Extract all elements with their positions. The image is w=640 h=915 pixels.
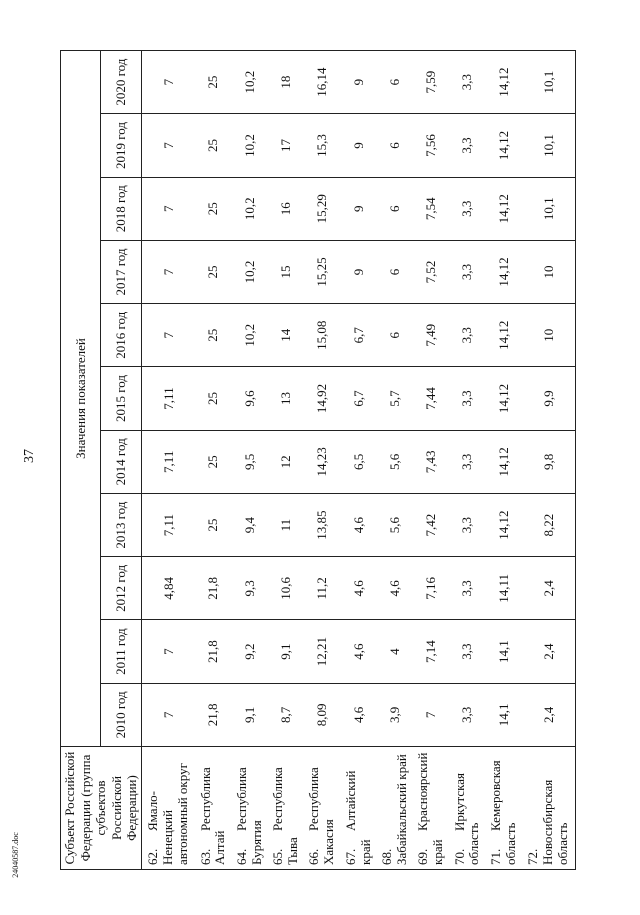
value-cell: 12,21 bbox=[304, 620, 340, 683]
value-cell: 14,1 bbox=[486, 683, 522, 746]
value-cell: 7 bbox=[413, 683, 449, 746]
value-cell: 9,1 bbox=[268, 620, 304, 683]
value-cell: 14,92 bbox=[304, 367, 340, 430]
value-cell: 25 bbox=[195, 493, 231, 556]
value-cell: 7,52 bbox=[413, 240, 449, 303]
region-cell bbox=[195, 747, 231, 870]
row-number: 63. bbox=[197, 848, 213, 865]
table-header bbox=[61, 51, 142, 870]
row-number: 69. bbox=[415, 848, 431, 865]
value-cell: 10,6 bbox=[268, 557, 304, 620]
row-number: 66. bbox=[306, 848, 322, 865]
table-row bbox=[449, 51, 485, 870]
value-cell: 9,2 bbox=[232, 620, 268, 683]
value-cell: 7,11 bbox=[141, 430, 195, 493]
value-cell: 14,23 bbox=[304, 430, 340, 493]
value-cell: 7,16 bbox=[413, 557, 449, 620]
value-cell: 3,3 bbox=[449, 51, 485, 114]
value-cell: 10,1 bbox=[522, 51, 576, 114]
value-cell: 3,3 bbox=[449, 557, 485, 620]
value-cell: 7,59 bbox=[413, 51, 449, 114]
value-cell: 7 bbox=[141, 51, 195, 114]
value-cell: 2,4 bbox=[522, 557, 576, 620]
value-cell: 4,84 bbox=[141, 557, 195, 620]
value-cell: 4,6 bbox=[377, 557, 413, 620]
region-name: Республика Бурятия bbox=[233, 767, 264, 865]
value-cell: 8,22 bbox=[522, 493, 576, 556]
region-name: Забайкальский край bbox=[393, 754, 409, 865]
value-cell: 3,3 bbox=[449, 114, 485, 177]
region-name: Республика Хакасия bbox=[306, 767, 337, 865]
table-row bbox=[232, 51, 268, 870]
year-header: 2010 год bbox=[101, 683, 141, 746]
value-cell: 14,12 bbox=[486, 493, 522, 556]
value-cell: 7 bbox=[141, 620, 195, 683]
region-name: Республика Тыва bbox=[270, 767, 301, 865]
value-cell: 8,7 bbox=[268, 683, 304, 746]
value-cell: 4,6 bbox=[340, 557, 376, 620]
value-cell: 7,11 bbox=[141, 367, 195, 430]
value-cell: 10 bbox=[522, 304, 576, 367]
region-name: Иркутская область bbox=[451, 773, 482, 865]
value-cell: 25 bbox=[195, 430, 231, 493]
region-name: Республика Алтай bbox=[197, 767, 228, 865]
value-cell: 16,14 bbox=[304, 51, 340, 114]
value-cell: 7,54 bbox=[413, 177, 449, 240]
value-cell: 9 bbox=[340, 240, 376, 303]
value-cell: 6,5 bbox=[340, 430, 376, 493]
value-cell: 8,09 bbox=[304, 683, 340, 746]
value-cell: 16 bbox=[268, 177, 304, 240]
value-cell: 7,42 bbox=[413, 493, 449, 556]
table-body bbox=[141, 51, 575, 870]
value-cell: 4,6 bbox=[340, 493, 376, 556]
value-cell: 25 bbox=[195, 240, 231, 303]
year-header: 2017 год bbox=[101, 240, 141, 303]
value-cell: 3,3 bbox=[449, 683, 485, 746]
page-number: 37 bbox=[22, 449, 37, 463]
value-cell: 7 bbox=[141, 240, 195, 303]
value-cell: 17 bbox=[268, 114, 304, 177]
value-cell: 14,12 bbox=[486, 114, 522, 177]
table-row bbox=[268, 51, 304, 870]
value-cell: 7 bbox=[141, 304, 195, 367]
region-cell bbox=[522, 747, 576, 870]
indicators-table bbox=[60, 50, 576, 870]
value-cell: 10 bbox=[522, 240, 576, 303]
header-row-top bbox=[61, 51, 101, 870]
value-cell: 7,49 bbox=[413, 304, 449, 367]
value-cell: 7,44 bbox=[413, 367, 449, 430]
year-header: 2013 год bbox=[101, 493, 141, 556]
value-cell: 15,08 bbox=[304, 304, 340, 367]
row-number: 65. bbox=[270, 848, 286, 865]
table-row bbox=[141, 51, 195, 870]
table-row bbox=[522, 51, 576, 870]
value-cell: 25 bbox=[195, 177, 231, 240]
value-cell: 9,1 bbox=[232, 683, 268, 746]
value-cell: 6 bbox=[377, 114, 413, 177]
value-cell: 25 bbox=[195, 51, 231, 114]
region-cell bbox=[268, 747, 304, 870]
value-cell: 10,1 bbox=[522, 177, 576, 240]
row-number: 70. bbox=[451, 848, 467, 865]
value-cell: 10,2 bbox=[232, 114, 268, 177]
value-cell: 7,56 bbox=[413, 114, 449, 177]
value-cell: 4 bbox=[377, 620, 413, 683]
value-cell: 5,7 bbox=[377, 367, 413, 430]
year-header: 2018 год bbox=[101, 177, 141, 240]
value-cell: 14,1 bbox=[486, 620, 522, 683]
value-cell: 10,2 bbox=[232, 240, 268, 303]
table-row bbox=[304, 51, 340, 870]
value-cell: 14,12 bbox=[486, 304, 522, 367]
region-name: Новосибирская область bbox=[540, 779, 571, 865]
value-cell: 9,8 bbox=[522, 430, 576, 493]
value-cell: 3,3 bbox=[449, 240, 485, 303]
value-cell: 9,9 bbox=[522, 367, 576, 430]
value-cell: 21,8 bbox=[195, 557, 231, 620]
year-header: 2020 год bbox=[101, 51, 141, 114]
value-cell: 25 bbox=[195, 304, 231, 367]
value-cell: 10,2 bbox=[232, 304, 268, 367]
value-cell: 3,3 bbox=[449, 493, 485, 556]
row-number: 62. bbox=[145, 848, 161, 865]
value-cell: 7 bbox=[141, 683, 195, 746]
value-cell: 14,12 bbox=[486, 240, 522, 303]
value-cell: 4,6 bbox=[340, 620, 376, 683]
value-cell: 2,4 bbox=[522, 620, 576, 683]
values-column-header: Значения показателей bbox=[61, 51, 101, 747]
table-row bbox=[340, 51, 376, 870]
table-row bbox=[486, 51, 522, 870]
value-cell: 4,6 bbox=[340, 683, 376, 746]
region-name: Ямало-Ненецкий автономный округ bbox=[145, 763, 191, 865]
value-cell: 14,12 bbox=[486, 430, 522, 493]
value-cell: 7,11 bbox=[141, 493, 195, 556]
value-cell: 14,12 bbox=[486, 177, 522, 240]
value-cell: 3,9 bbox=[377, 683, 413, 746]
value-cell: 2,4 bbox=[522, 683, 576, 746]
value-cell: 9,6 bbox=[232, 367, 268, 430]
row-number: 67. bbox=[342, 848, 358, 865]
value-cell: 11,2 bbox=[304, 557, 340, 620]
region-name: Красноярский край bbox=[415, 752, 446, 865]
value-cell: 15 bbox=[268, 240, 304, 303]
value-cell: 9,4 bbox=[232, 493, 268, 556]
value-cell: 9,5 bbox=[232, 430, 268, 493]
value-cell: 21,8 bbox=[195, 620, 231, 683]
row-number: 68. bbox=[378, 848, 394, 865]
value-cell: 10,2 bbox=[232, 51, 268, 114]
value-cell: 25 bbox=[195, 367, 231, 430]
region-cell bbox=[340, 747, 376, 870]
value-cell: 7,43 bbox=[413, 430, 449, 493]
value-cell: 3,3 bbox=[449, 304, 485, 367]
value-cell: 9 bbox=[340, 114, 376, 177]
value-cell: 6 bbox=[377, 51, 413, 114]
value-cell: 10,1 bbox=[522, 114, 576, 177]
value-cell: 14 bbox=[268, 304, 304, 367]
value-cell: 21,8 bbox=[195, 683, 231, 746]
region-cell bbox=[486, 747, 522, 870]
value-cell: 6 bbox=[377, 304, 413, 367]
year-header: 2012 год bbox=[101, 557, 141, 620]
table-row bbox=[195, 51, 231, 870]
value-cell: 10,2 bbox=[232, 177, 268, 240]
region-cell bbox=[304, 747, 340, 870]
year-header: 2015 год bbox=[101, 367, 141, 430]
row-number: 72. bbox=[525, 848, 541, 865]
value-cell: 12 bbox=[268, 430, 304, 493]
value-cell: 9,3 bbox=[232, 557, 268, 620]
value-cell: 3,3 bbox=[449, 367, 485, 430]
table-row bbox=[377, 51, 413, 870]
value-cell: 11 bbox=[268, 493, 304, 556]
value-cell: 7,14 bbox=[413, 620, 449, 683]
value-cell: 9 bbox=[340, 51, 376, 114]
region-cell bbox=[232, 747, 268, 870]
region-cell bbox=[141, 747, 195, 870]
table-row bbox=[413, 51, 449, 870]
year-header: 2016 год bbox=[101, 304, 141, 367]
row-number: 71. bbox=[487, 848, 503, 865]
year-header: 2019 год bbox=[101, 114, 141, 177]
region-cell bbox=[449, 747, 485, 870]
region-cell bbox=[377, 747, 413, 870]
value-cell: 9 bbox=[340, 177, 376, 240]
value-cell: 3,3 bbox=[449, 177, 485, 240]
value-cell: 7 bbox=[141, 114, 195, 177]
value-cell: 15,25 bbox=[304, 240, 340, 303]
value-cell: 6,7 bbox=[340, 304, 376, 367]
year-header: 2014 год bbox=[101, 430, 141, 493]
region-column-header: Субъект Российской Федерации (группа субъектов Российской Федерации) bbox=[61, 747, 142, 870]
row-number: 64. bbox=[233, 848, 249, 865]
value-cell: 6 bbox=[377, 177, 413, 240]
value-cell: 14,11 bbox=[486, 557, 522, 620]
value-cell: 14,12 bbox=[486, 51, 522, 114]
value-cell: 14,12 bbox=[486, 367, 522, 430]
value-cell: 3,3 bbox=[449, 620, 485, 683]
document-id: 24040587.doc bbox=[11, 832, 20, 878]
value-cell: 6 bbox=[377, 240, 413, 303]
value-cell: 18 bbox=[268, 51, 304, 114]
value-cell: 13 bbox=[268, 367, 304, 430]
region-cell bbox=[413, 747, 449, 870]
value-cell: 5,6 bbox=[377, 430, 413, 493]
region-name: Кемеровская область bbox=[487, 760, 518, 865]
value-cell: 7 bbox=[141, 177, 195, 240]
value-cell: 6,7 bbox=[340, 367, 376, 430]
value-cell: 15,3 bbox=[304, 114, 340, 177]
year-header: 2011 год bbox=[101, 620, 141, 683]
value-cell: 25 bbox=[195, 114, 231, 177]
region-name: Алтайский край bbox=[342, 770, 373, 865]
value-cell: 15,29 bbox=[304, 177, 340, 240]
rotated-table-container bbox=[60, 50, 571, 870]
value-cell: 5,6 bbox=[377, 493, 413, 556]
value-cell: 13,85 bbox=[304, 493, 340, 556]
value-cell: 3,3 bbox=[449, 430, 485, 493]
